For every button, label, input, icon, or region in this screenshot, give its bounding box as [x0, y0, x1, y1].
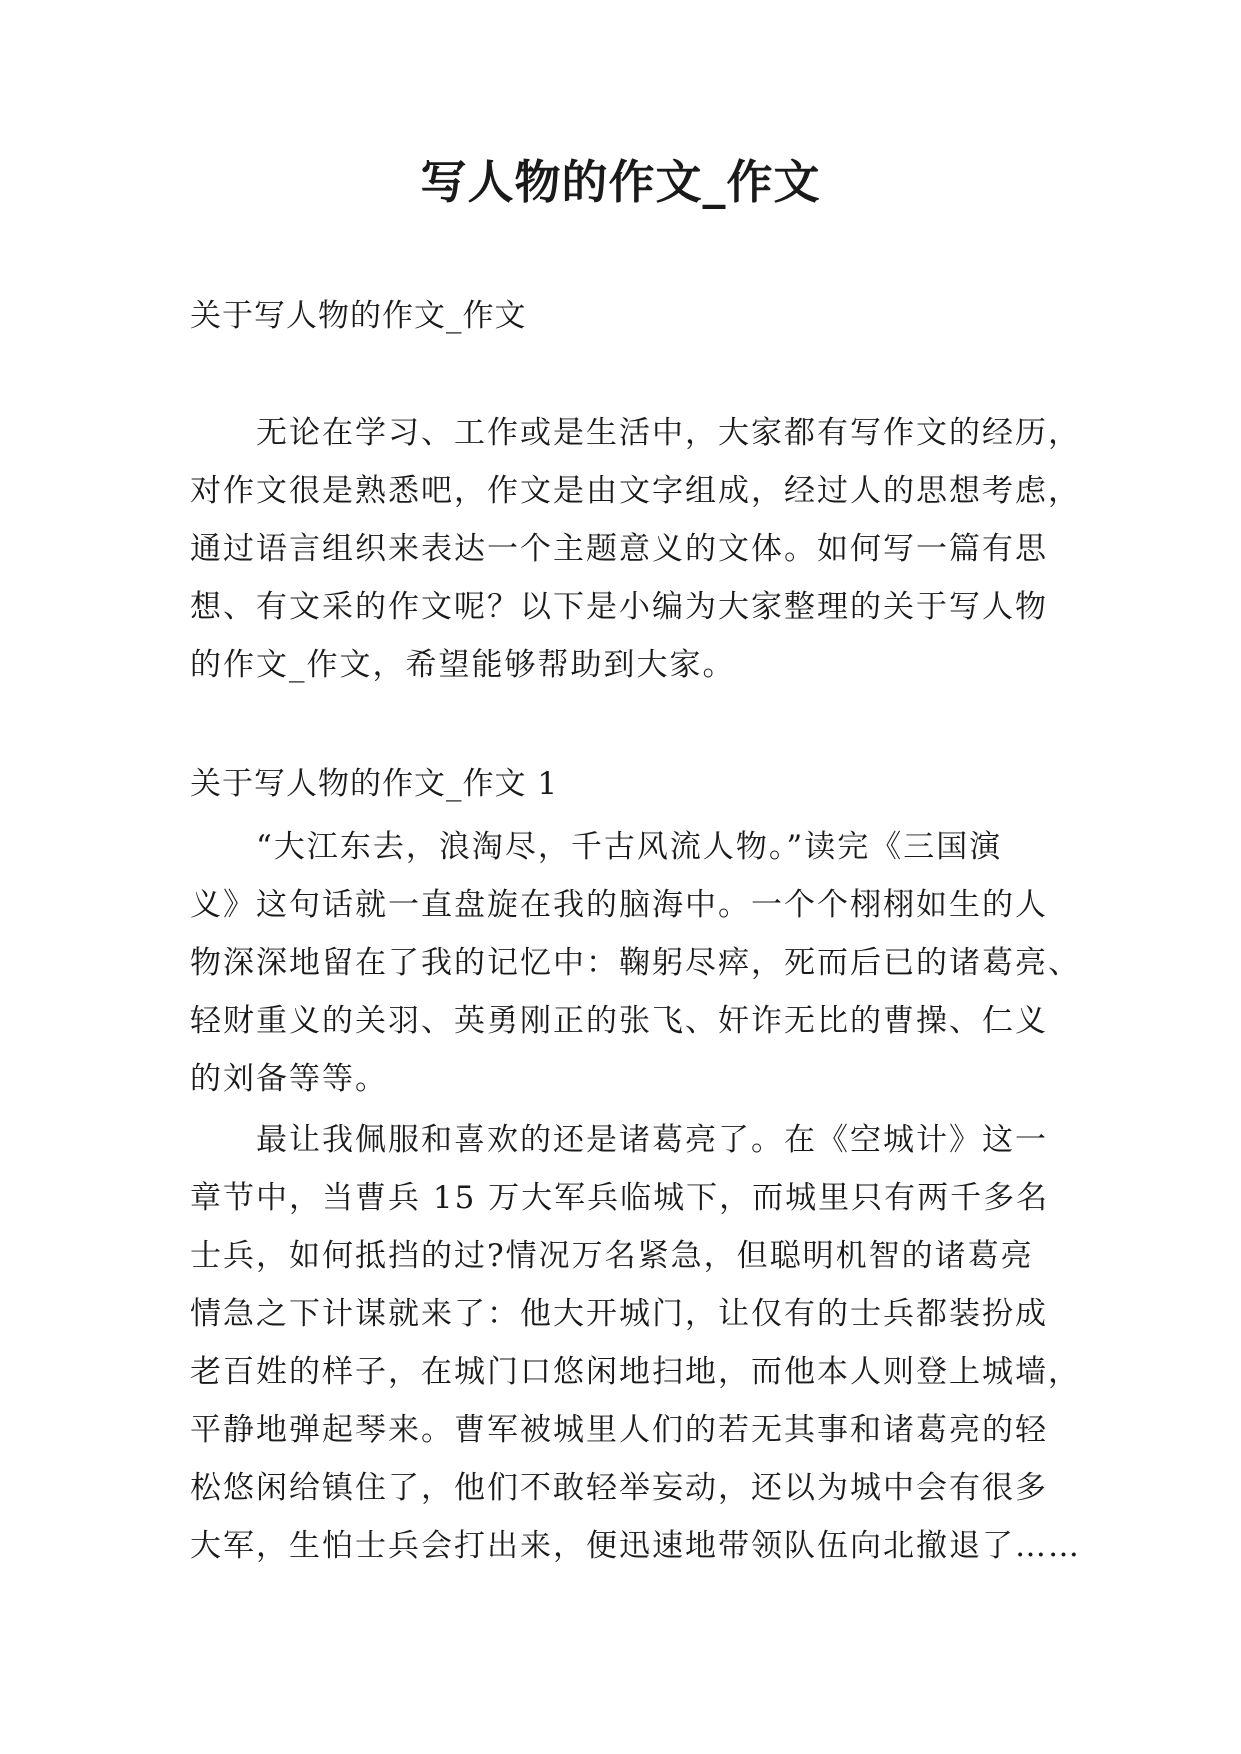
- paragraph-line: 通过语言组织来表达一个主题意义的文体。如何写一篇有思: [190, 531, 1048, 567]
- paragraph-line: 物深深地留在了我的记忆中：鞠躬尽瘁，死而后已的诸葛亮、: [190, 945, 1081, 981]
- paragraph-line: “大江东去，浪淘尽，千古风流人物。”读完《三国演: [256, 829, 1003, 865]
- paragraph-line: 情急之下计谋就来了：他大开城门，让仅有的士兵都装扮成: [190, 1296, 1048, 1332]
- section-heading: 关于写人物的作文_作文 1: [190, 766, 559, 802]
- paragraph-line: 对作文很是熟悉吧，作文是由文字组成，经过人的思想考虑，: [190, 473, 1081, 509]
- paragraph-line: 义》这句话就一直盘旋在我的脑海中。一个个栩栩如生的人: [190, 887, 1048, 923]
- intro-paragraph: [190, 404, 1081, 694]
- paragraph-line: 的作文_作文，希望能够帮助到大家。: [190, 647, 736, 683]
- body-paragraph-1: [190, 818, 1081, 1108]
- paragraph-line: 无论在学习、工作或是生活中，大家都有写作文的经历，: [256, 415, 1081, 451]
- paragraph-line: 想、有文采的作文呢？以下是小编为大家整理的关于写人物: [190, 589, 1048, 625]
- paragraph-line: 老百姓的样子，在城门口悠闲地扫地，而他本人则登上城墙，: [190, 1354, 1081, 1390]
- body-paragraph-2: [190, 1111, 1081, 1575]
- paragraph-line: 士兵，如何抵挡的过?情况万名紧急，但聪明机智的诸葛亮: [190, 1238, 1034, 1274]
- paragraph-line: 松悠闲给镇住了，他们不敢轻举妄动，还以为城中会有很多: [190, 1470, 1048, 1506]
- paragraph-line: 轻财重义的关羽、英勇刚正的张飞、奸诈无比的曹操、仁义: [190, 1003, 1048, 1039]
- document-subtitle: 关于写人物的作文_作文: [190, 298, 527, 334]
- document-title: 写人物的作文_作文: [420, 155, 821, 209]
- paragraph-line: 大军，生怕士兵会打出来，便迅速地带领队伍向北撤退了……: [190, 1528, 1081, 1564]
- paragraph-line: 平静地弹起琴来。曹军被城里人们的若无其事和诸葛亮的轻: [190, 1412, 1048, 1448]
- paragraph-line: 最让我佩服和喜欢的还是诸葛亮了。在《空城计》这一: [256, 1122, 1048, 1158]
- paragraph-line: 章节中，当曹兵 15 万大军兵临城下，而城里只有两千多名: [190, 1180, 1050, 1216]
- paragraph-line: 的刘备等等。: [190, 1061, 388, 1097]
